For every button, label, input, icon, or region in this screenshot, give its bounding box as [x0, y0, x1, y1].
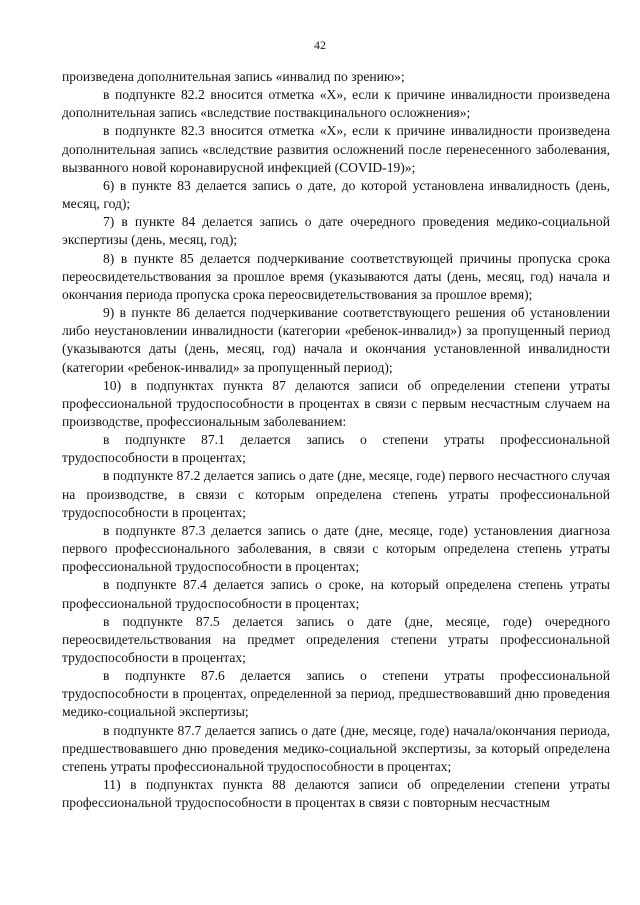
paragraph: в подпункте 87.1 делается запись о степени утраты профессиональной трудоспособности в процентах; [62, 432, 610, 466]
paragraph: в подпункте 87.4 делается запись о сроке, на который определена степень утраты профессиональной трудоспособности в процентах; [62, 577, 610, 611]
page-number: 42 [314, 38, 326, 52]
paragraph: в подпункте 87.7 делается запись о дате (дне, месяце, годе) начала/окончания периода, предшествовавшего дню проведения медико-социальной экспертизы, за который определена степень утраты профессиональной трудоспособности в процентах; [62, 722, 610, 774]
paragraph: в подпункте 87.6 делается запись о степени утраты профессиональной трудоспособности в процентах, определенной за период, предшествовавший дню проведения медико-социальной экспертизы; [62, 668, 610, 720]
paragraph: 8) в пункте 85 делается подчеркивание соответствующей причины пропуска срока переосвидетельствования за прошлое время (указываются даты (день, месяц, год) начала и окончания периода пропуска срока переосвидетельствования за прошлое время); [62, 250, 610, 302]
paragraph: 9) в пункте 86 делается подчеркивание соответствующего решения об установлении либо неустановлении инвалидности (категории «ребенок-инвалид») за пропущенный период (указываются даты (день, месяц, год) начала и окончания установленной инвалидности (категории «ребенок-инвалид» за пропущенный период); [62, 305, 610, 375]
paragraph: в подпункте 87.3 делается запись о дате (дне, месяце, годе) установления диагноза первого профессионального заболевания, в связи с которым определена степень утраты профессиональной трудоспособности в процентах; [62, 522, 610, 575]
paragraph: 10) в подпунктах пункта 87 делаются записи об определении степени утраты профессиональной трудоспособности в процентах в связи с первым несчастным случаем на производстве, профессиональным заболеванием: [62, 377, 610, 429]
paragraph: 6) в пункте 83 делается запись о дате, до которой установлена инвалидность (день, месяц, год); [62, 177, 610, 212]
paragraph: произведена дополнительная запись «инвалид по зрению»; [62, 69, 405, 84]
paragraph: в подпункте 87.5 делается запись о дате (дне, месяце, годе) очередного переосвидетельствования на предмет определения степени утраты профессиональной трудоспособности в процентах; [62, 613, 610, 665]
paragraph: в подпункте 87.2 делается запись о дате (дне, месяце, годе) первого несчастного случая на производстве, в связи с которым определена степень утраты профессиональной трудоспособности в процентах; [62, 468, 610, 520]
paragraph: 7) в пункте 84 делается запись о дате очередного проведения медико-социальной экспертизы (день, месяц, год); [62, 214, 610, 248]
paragraph: в подпункте 82.2 вносится отметка «Х», если к причине инвалидности произведена дополнительная запись «вследствие поствакцинального осложнения»; [62, 87, 610, 121]
paragraph: 11) в подпунктах пункта 88 делаются записи об определении степени утраты профессиональной трудоспособности в процентах в связи с повторным несчастным [62, 777, 610, 811]
paragraph: в подпункте 82.3 вносится отметка «Х», если к причине инвалидности произведена дополнительная запись «вследствие развития осложнений после перенесенного заболевания, вызванного новой коронавирусной инфекцией (COVID-19)»; [62, 123, 610, 175]
document-body [62, 68, 610, 812]
